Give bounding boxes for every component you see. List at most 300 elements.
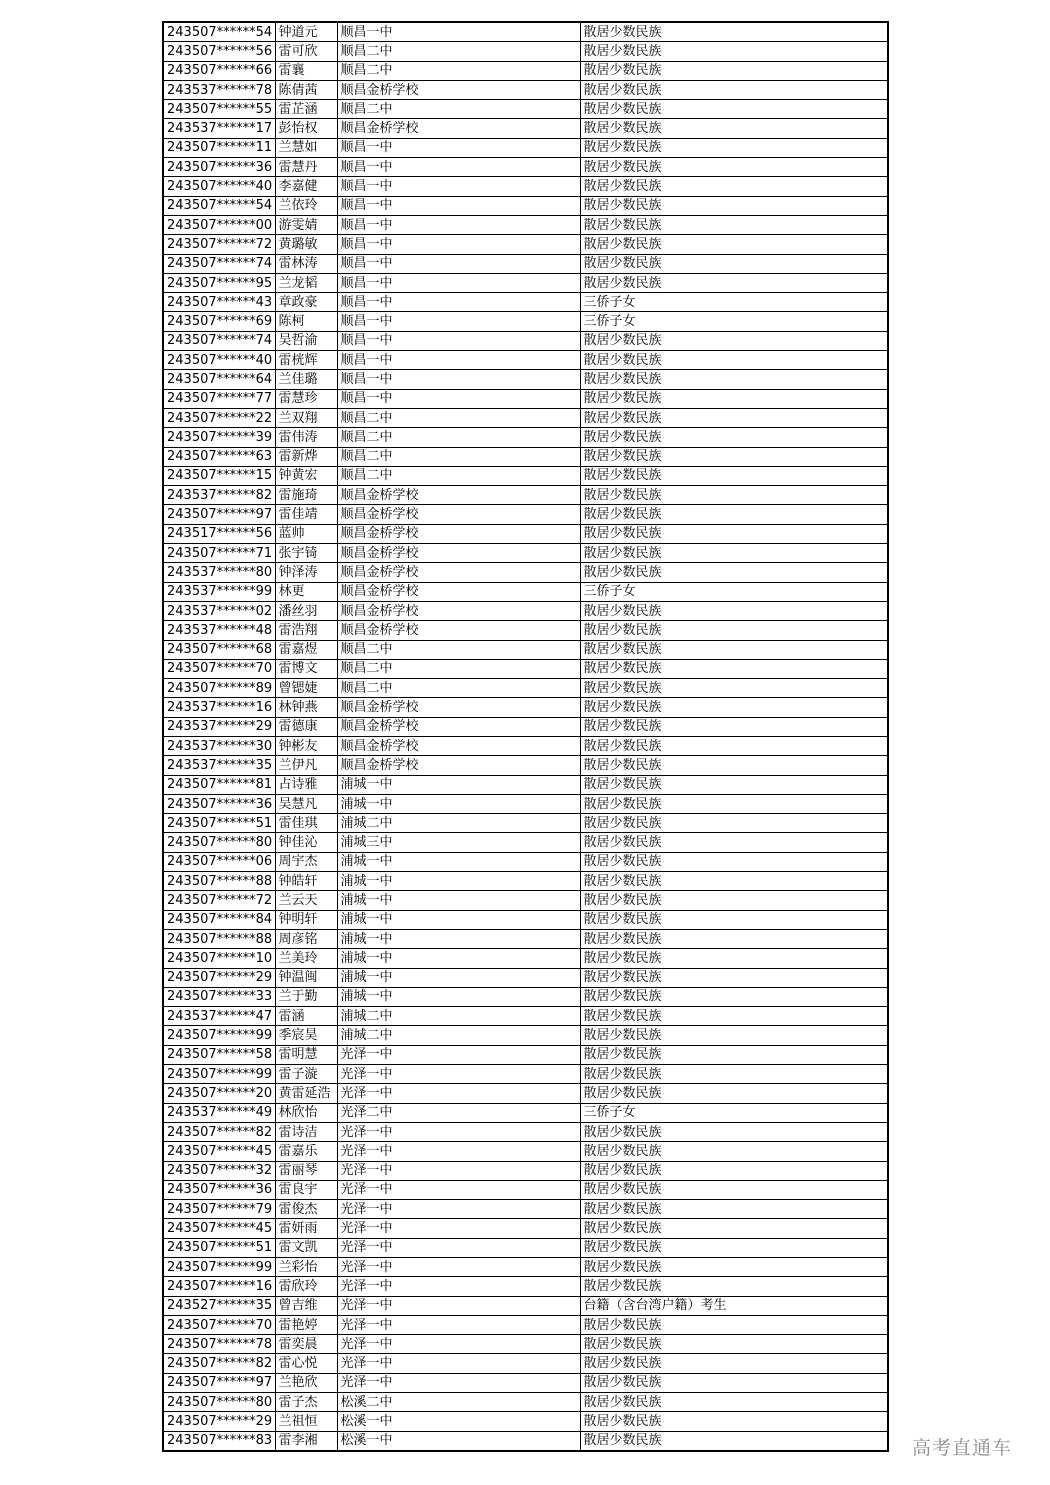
category-cell: 散居少数民族 — [580, 158, 888, 177]
table-row — [163, 486, 888, 505]
category-cell: 散居少数民族 — [580, 447, 888, 466]
name-cell: 陈柯 — [275, 312, 337, 331]
school-cell: 顺昌一中 — [337, 138, 580, 157]
exam-id-cell: 243507******36 — [163, 158, 275, 177]
name-cell: 雷艳婷 — [275, 1315, 337, 1334]
table-row — [163, 929, 888, 948]
category-cell: 散居少数民族 — [580, 1335, 888, 1354]
exam-id-cell: 243507******84 — [163, 910, 275, 929]
category-cell: 散居少数民族 — [580, 1238, 888, 1257]
category-cell: 散居少数民族 — [580, 351, 888, 370]
name-cell: 雷诗洁 — [275, 1122, 337, 1141]
name-cell: 钟彬友 — [275, 736, 337, 755]
name-cell: 雷慧珍 — [275, 389, 337, 408]
name-cell: 雷子漩 — [275, 1065, 337, 1084]
exam-id-cell: 243507******88 — [163, 872, 275, 891]
category-cell: 散居少数民族 — [580, 1412, 888, 1431]
table-row — [163, 1200, 888, 1219]
exam-id-cell: 243507******88 — [163, 929, 275, 948]
table-row — [163, 659, 888, 678]
school-cell: 顺昌金桥学校 — [337, 621, 580, 640]
category-cell: 散居少数民族 — [580, 235, 888, 254]
category-cell: 散居少数民族 — [580, 408, 888, 427]
category-cell: 散居少数民族 — [580, 1200, 888, 1219]
school-cell: 顺昌一中 — [337, 196, 580, 215]
exam-id-cell: 243507******74 — [163, 331, 275, 350]
exam-id-cell: 243507******15 — [163, 466, 275, 485]
name-cell: 雷施琦 — [275, 486, 337, 505]
exam-id-cell: 243507******43 — [163, 293, 275, 312]
school-cell: 顺昌金桥学校 — [337, 601, 580, 620]
exam-id-cell: 243537******48 — [163, 621, 275, 640]
name-cell: 雷文凯 — [275, 1238, 337, 1257]
table-row — [163, 814, 888, 833]
school-cell: 顺昌金桥学校 — [337, 544, 580, 563]
category-cell: 散居少数民族 — [580, 100, 888, 119]
exam-id-cell: 243507******83 — [163, 1431, 275, 1451]
school-cell: 光泽一中 — [337, 1122, 580, 1141]
exam-id-cell: 243507******40 — [163, 351, 275, 370]
school-cell: 顺昌一中 — [337, 370, 580, 389]
school-cell: 浦城二中 — [337, 1026, 580, 1045]
table-row — [163, 756, 888, 775]
school-cell: 顺昌金桥学校 — [337, 582, 580, 601]
table-row — [163, 1431, 888, 1451]
name-cell: 兰慧如 — [275, 138, 337, 157]
table-row — [163, 1007, 888, 1026]
exam-id-cell: 243507******45 — [163, 1142, 275, 1161]
school-cell: 光泽一中 — [337, 1045, 580, 1064]
exam-id-cell: 243507******11 — [163, 138, 275, 157]
school-cell: 顺昌二中 — [337, 42, 580, 61]
school-cell: 顺昌一中 — [337, 177, 580, 196]
category-cell: 台籍（含台湾户籍）考生 — [580, 1296, 888, 1315]
table-row — [163, 312, 888, 331]
exam-id-cell: 243507******58 — [163, 1045, 275, 1064]
exam-id-cell: 243537******82 — [163, 486, 275, 505]
table-row — [163, 949, 888, 968]
table-row — [163, 582, 888, 601]
school-cell: 顺昌二中 — [337, 100, 580, 119]
exam-id-cell: 243507******51 — [163, 1238, 275, 1257]
table-row — [163, 1103, 888, 1122]
category-cell: 散居少数民族 — [580, 177, 888, 196]
school-cell: 顺昌二中 — [337, 640, 580, 659]
category-cell: 散居少数民族 — [580, 601, 888, 620]
school-cell: 顺昌金桥学校 — [337, 505, 580, 524]
name-cell: 潘丝羽 — [275, 601, 337, 620]
exam-id-cell: 243537******78 — [163, 80, 275, 99]
school-cell: 松溪一中 — [337, 1412, 580, 1431]
exam-id-cell: 243507******36 — [163, 1180, 275, 1199]
category-cell: 散居少数民族 — [580, 717, 888, 736]
exam-id-cell: 243507******63 — [163, 447, 275, 466]
name-cell: 雷可欣 — [275, 42, 337, 61]
name-cell: 吴哲渝 — [275, 331, 337, 350]
school-cell: 光泽一中 — [337, 1315, 580, 1334]
exam-id-cell: 243507******54 — [163, 196, 275, 215]
school-cell: 顺昌金桥学校 — [337, 736, 580, 755]
exam-id-cell: 243507******29 — [163, 1412, 275, 1431]
exam-id-cell: 243507******36 — [163, 794, 275, 813]
category-cell: 散居少数民族 — [580, 949, 888, 968]
exam-id-cell: 243527******35 — [163, 1296, 275, 1315]
school-cell: 光泽一中 — [337, 1258, 580, 1277]
name-cell: 兰祖恒 — [275, 1412, 337, 1431]
category-cell: 散居少数民族 — [580, 794, 888, 813]
table-row — [163, 293, 888, 312]
table-row — [163, 1315, 888, 1334]
school-cell: 顺昌一中 — [337, 215, 580, 234]
name-cell: 钟黄宏 — [275, 466, 337, 485]
category-cell: 散居少数民族 — [580, 1007, 888, 1026]
table-row — [163, 505, 888, 524]
category-cell: 散居少数民族 — [580, 544, 888, 563]
exam-id-cell: 243507******29 — [163, 968, 275, 987]
table-row — [163, 351, 888, 370]
category-cell: 散居少数民族 — [580, 196, 888, 215]
exam-id-cell: 243507******89 — [163, 679, 275, 698]
table-row — [163, 1180, 888, 1199]
table-row — [163, 640, 888, 659]
name-cell: 兰伊凡 — [275, 756, 337, 775]
name-cell: 雷奕晨 — [275, 1335, 337, 1354]
category-cell: 散居少数民族 — [580, 42, 888, 61]
name-cell: 季宸昊 — [275, 1026, 337, 1045]
school-cell: 光泽一中 — [337, 1161, 580, 1180]
name-cell: 雷佳琪 — [275, 814, 337, 833]
school-cell: 顺昌一中 — [337, 312, 580, 331]
school-cell: 顺昌金桥学校 — [337, 717, 580, 736]
table-row — [163, 1258, 888, 1277]
category-cell: 散居少数民族 — [580, 929, 888, 948]
name-cell: 林钟燕 — [275, 698, 337, 717]
name-cell: 雷襄 — [275, 61, 337, 80]
table-row — [163, 698, 888, 717]
exam-id-cell: 243507******72 — [163, 891, 275, 910]
name-cell: 雷妍雨 — [275, 1219, 337, 1238]
table-row — [163, 428, 888, 447]
table-row — [163, 1354, 888, 1373]
category-cell: 散居少数民族 — [580, 1219, 888, 1238]
exam-id-cell: 243507******82 — [163, 1354, 275, 1373]
school-cell: 浦城一中 — [337, 949, 580, 968]
category-cell: 散居少数民族 — [580, 987, 888, 1006]
school-cell: 光泽一中 — [337, 1180, 580, 1199]
exam-id-cell: 243537******35 — [163, 756, 275, 775]
category-cell: 散居少数民族 — [580, 505, 888, 524]
name-cell: 占诗雅 — [275, 775, 337, 794]
school-cell: 浦城三中 — [337, 833, 580, 852]
category-cell: 散居少数民族 — [580, 659, 888, 678]
table-row — [163, 389, 888, 408]
name-cell: 李嘉健 — [275, 177, 337, 196]
category-cell: 散居少数民族 — [580, 814, 888, 833]
school-cell: 顺昌金桥学校 — [337, 756, 580, 775]
table-row — [163, 158, 888, 177]
exam-id-cell: 243507******80 — [163, 1393, 275, 1412]
exam-id-cell: 243507******00 — [163, 215, 275, 234]
table-row — [163, 196, 888, 215]
exam-id-cell: 243507******77 — [163, 389, 275, 408]
name-cell: 雷芷涵 — [275, 100, 337, 119]
table-row — [163, 1335, 888, 1354]
name-cell: 雷李湘 — [275, 1431, 337, 1451]
candidate-table-body — [163, 22, 888, 1451]
category-cell: 散居少数民族 — [580, 1180, 888, 1199]
category-cell: 散居少数民族 — [580, 698, 888, 717]
school-cell: 顺昌一中 — [337, 254, 580, 273]
table-row — [163, 1122, 888, 1141]
name-cell: 吴慧凡 — [275, 794, 337, 813]
name-cell: 雷心悦 — [275, 1354, 337, 1373]
category-cell: 散居少数民族 — [580, 80, 888, 99]
category-cell: 散居少数民族 — [580, 215, 888, 234]
name-cell: 钟明轩 — [275, 910, 337, 929]
school-cell: 顺昌二中 — [337, 447, 580, 466]
name-cell: 雷嘉煜 — [275, 640, 337, 659]
table-row — [163, 852, 888, 871]
table-row — [163, 447, 888, 466]
category-cell: 散居少数民族 — [580, 872, 888, 891]
exam-id-cell: 243507******22 — [163, 408, 275, 427]
category-cell: 散居少数民族 — [580, 1122, 888, 1141]
name-cell: 黄璐敏 — [275, 235, 337, 254]
school-cell: 顺昌一中 — [337, 235, 580, 254]
table-row — [163, 1277, 888, 1296]
category-cell: 散居少数民族 — [580, 1315, 888, 1334]
name-cell: 兰于勤 — [275, 987, 337, 1006]
category-cell: 散居少数民族 — [580, 891, 888, 910]
category-cell: 散居少数民族 — [580, 1084, 888, 1103]
category-cell: 散居少数民族 — [580, 1161, 888, 1180]
table-row — [163, 910, 888, 929]
school-cell: 顺昌一中 — [337, 351, 580, 370]
school-cell: 浦城一中 — [337, 872, 580, 891]
school-cell: 光泽一中 — [337, 1200, 580, 1219]
table-row — [163, 968, 888, 987]
table-row — [163, 1161, 888, 1180]
table-row — [163, 794, 888, 813]
exam-id-cell: 243507******70 — [163, 659, 275, 678]
category-cell: 散居少数民族 — [580, 466, 888, 485]
table-row — [163, 601, 888, 620]
exam-id-cell: 243507******71 — [163, 544, 275, 563]
school-cell: 浦城一中 — [337, 929, 580, 948]
school-cell: 顺昌二中 — [337, 428, 580, 447]
name-cell: 钟道元 — [275, 22, 337, 42]
school-cell: 顺昌金桥学校 — [337, 486, 580, 505]
category-cell: 散居少数民族 — [580, 119, 888, 138]
category-cell: 散居少数民族 — [580, 1431, 888, 1451]
school-cell: 顺昌一中 — [337, 22, 580, 42]
exam-id-cell: 243507******40 — [163, 177, 275, 196]
school-cell: 顺昌一中 — [337, 293, 580, 312]
name-cell: 曾吉维 — [275, 1296, 337, 1315]
category-cell: 散居少数民族 — [580, 640, 888, 659]
table-row — [163, 100, 888, 119]
name-cell: 游雯婧 — [275, 215, 337, 234]
school-cell: 顺昌二中 — [337, 679, 580, 698]
table-row — [163, 22, 888, 42]
name-cell: 兰龙韬 — [275, 273, 337, 292]
category-cell: 散居少数民族 — [580, 968, 888, 987]
school-cell: 顺昌二中 — [337, 408, 580, 427]
school-cell: 顺昌一中 — [337, 273, 580, 292]
name-cell: 林欣怡 — [275, 1103, 337, 1122]
category-cell: 散居少数民族 — [580, 852, 888, 871]
name-cell: 章政豪 — [275, 293, 337, 312]
category-cell: 三侨子女 — [580, 582, 888, 601]
name-cell: 兰云天 — [275, 891, 337, 910]
exam-id-cell: 243507******74 — [163, 254, 275, 273]
category-cell: 三侨子女 — [580, 293, 888, 312]
exam-id-cell: 243537******29 — [163, 717, 275, 736]
table-row — [163, 987, 888, 1006]
name-cell: 兰艳欣 — [275, 1373, 337, 1392]
name-cell: 曾锶婕 — [275, 679, 337, 698]
table-row — [163, 1026, 888, 1045]
school-cell: 顺昌一中 — [337, 158, 580, 177]
name-cell: 雷子杰 — [275, 1393, 337, 1412]
table-row — [163, 544, 888, 563]
category-cell: 散居少数民族 — [580, 1045, 888, 1064]
name-cell: 兰彩怡 — [275, 1258, 337, 1277]
school-cell: 浦城一中 — [337, 891, 580, 910]
table-row — [163, 80, 888, 99]
category-cell: 散居少数民族 — [580, 331, 888, 350]
table-row — [163, 466, 888, 485]
exam-id-cell: 243537******99 — [163, 582, 275, 601]
exam-id-cell: 243507******55 — [163, 100, 275, 119]
school-cell: 光泽一中 — [337, 1065, 580, 1084]
table-row — [163, 119, 888, 138]
name-cell: 雷丽琴 — [275, 1161, 337, 1180]
exam-id-cell: 243507******81 — [163, 775, 275, 794]
name-cell: 雷嘉乐 — [275, 1142, 337, 1161]
name-cell: 雷良宇 — [275, 1180, 337, 1199]
category-cell: 散居少数民族 — [580, 524, 888, 543]
school-cell: 顺昌金桥学校 — [337, 80, 580, 99]
category-cell: 散居少数民族 — [580, 621, 888, 640]
exam-id-cell: 243507******66 — [163, 61, 275, 80]
school-cell: 浦城一中 — [337, 968, 580, 987]
name-cell: 彭怡权 — [275, 119, 337, 138]
exam-id-cell: 243507******97 — [163, 1373, 275, 1392]
exam-id-cell: 243507******78 — [163, 1335, 275, 1354]
school-cell: 光泽一中 — [337, 1373, 580, 1392]
category-cell: 散居少数民族 — [580, 1393, 888, 1412]
school-cell: 光泽二中 — [337, 1103, 580, 1122]
name-cell: 雷慧丹 — [275, 158, 337, 177]
exam-id-cell: 243507******99 — [163, 1258, 275, 1277]
exam-id-cell: 243537******16 — [163, 698, 275, 717]
name-cell: 雷浩翔 — [275, 621, 337, 640]
category-cell: 三侨子女 — [580, 312, 888, 331]
table-row — [163, 273, 888, 292]
name-cell: 黄雷延浩 — [275, 1084, 337, 1103]
name-cell: 兰双翔 — [275, 408, 337, 427]
category-cell: 散居少数民族 — [580, 273, 888, 292]
name-cell: 雷博文 — [275, 659, 337, 678]
category-cell: 散居少数民族 — [580, 1373, 888, 1392]
table-row — [163, 524, 888, 543]
exam-id-cell: 243537******30 — [163, 736, 275, 755]
school-cell: 浦城一中 — [337, 987, 580, 1006]
school-cell: 顺昌二中 — [337, 61, 580, 80]
name-cell: 雷新烨 — [275, 447, 337, 466]
category-cell: 散居少数民族 — [580, 1026, 888, 1045]
school-cell: 浦城一中 — [337, 775, 580, 794]
exam-id-cell: 243507******99 — [163, 1026, 275, 1045]
name-cell: 雷桄辉 — [275, 351, 337, 370]
school-cell: 浦城二中 — [337, 1007, 580, 1026]
table-row — [163, 61, 888, 80]
exam-id-cell: 243507******06 — [163, 852, 275, 871]
table-row — [163, 1238, 888, 1257]
category-cell: 散居少数民族 — [580, 775, 888, 794]
school-cell: 顺昌金桥学校 — [337, 524, 580, 543]
category-cell: 散居少数民族 — [580, 138, 888, 157]
school-cell: 光泽一中 — [337, 1142, 580, 1161]
exam-id-cell: 243507******33 — [163, 987, 275, 1006]
name-cell: 钟泽涛 — [275, 563, 337, 582]
exam-id-cell: 243507******68 — [163, 640, 275, 659]
table-row — [163, 891, 888, 910]
exam-id-cell: 243507******16 — [163, 1277, 275, 1296]
table-row — [163, 1142, 888, 1161]
exam-id-cell: 243507******99 — [163, 1065, 275, 1084]
school-cell: 松溪一中 — [337, 1431, 580, 1451]
category-cell: 散居少数民族 — [580, 1065, 888, 1084]
exam-id-cell: 243507******39 — [163, 428, 275, 447]
category-cell: 散居少数民族 — [580, 756, 888, 775]
exam-id-cell: 243507******72 — [163, 235, 275, 254]
table-row — [163, 408, 888, 427]
name-cell: 钟佳沁 — [275, 833, 337, 852]
table-row — [163, 679, 888, 698]
school-cell: 光泽一中 — [337, 1296, 580, 1315]
category-cell: 散居少数民族 — [580, 833, 888, 852]
category-cell: 散居少数民族 — [580, 370, 888, 389]
category-cell: 散居少数民族 — [580, 1142, 888, 1161]
name-cell: 雷林涛 — [275, 254, 337, 273]
table-row — [163, 736, 888, 755]
school-cell: 浦城一中 — [337, 910, 580, 929]
school-cell: 光泽一中 — [337, 1354, 580, 1373]
school-cell: 顺昌二中 — [337, 466, 580, 485]
exam-id-cell: 243507******95 — [163, 273, 275, 292]
watermark-text: 高考直通车 — [912, 1437, 1013, 1459]
school-cell: 光泽一中 — [337, 1335, 580, 1354]
name-cell: 陈倩茜 — [275, 80, 337, 99]
category-cell: 散居少数民族 — [580, 254, 888, 273]
table-row — [163, 1084, 888, 1103]
table-row — [163, 1045, 888, 1064]
table-row — [163, 775, 888, 794]
table-row — [163, 833, 888, 852]
school-cell: 顺昌金桥学校 — [337, 698, 580, 717]
name-cell: 林更 — [275, 582, 337, 601]
exam-id-cell: 243517******56 — [163, 524, 275, 543]
table-row — [163, 1065, 888, 1084]
school-cell: 松溪二中 — [337, 1393, 580, 1412]
table-row — [163, 1412, 888, 1431]
name-cell: 周彦铭 — [275, 929, 337, 948]
category-cell: 散居少数民族 — [580, 428, 888, 447]
name-cell: 雷欣玲 — [275, 1277, 337, 1296]
name-cell: 蓝帅 — [275, 524, 337, 543]
